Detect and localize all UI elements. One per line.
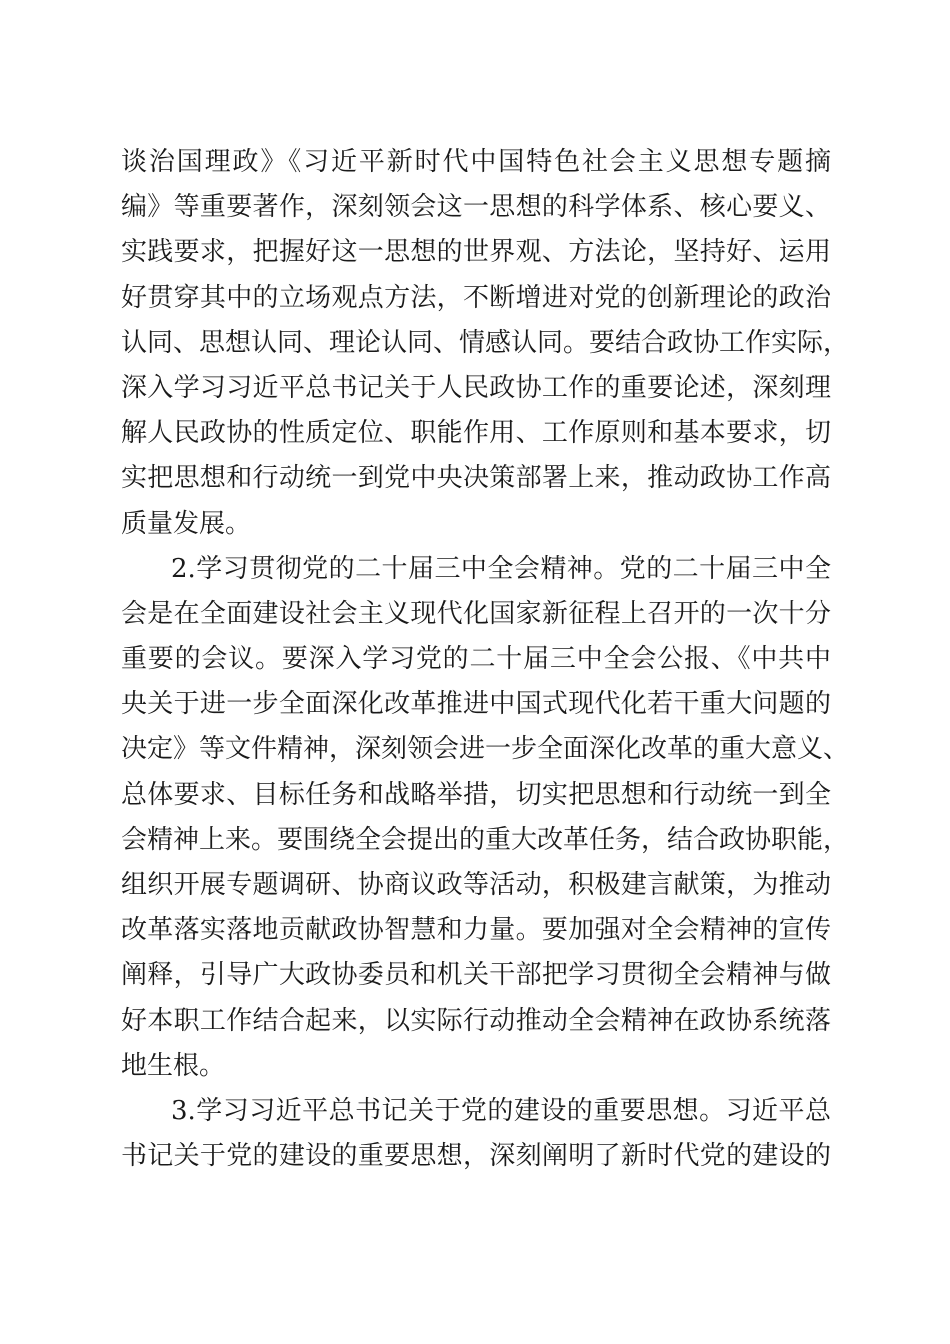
- text-line: 决定》等文件精神，深刻领会进一步全面深化改革的重大意义、: [121, 734, 850, 765]
- text-line: 解人民政协的性质定位、职能作用、工作原则和基本要求，切: [121, 418, 831, 449]
- text-line: 深入学习习近平总书记关于人民政协工作的重要论述，深刻理: [121, 372, 831, 403]
- text-line: 认同、思想认同、理论认同、情感认同。要结合政协工作实际，: [121, 327, 850, 358]
- body-text: [121, 140, 850, 1179]
- text-line: 实把思想和行动统一到党中央决策部署上来，推动政协工作高: [121, 463, 831, 494]
- text-line: 好贯穿其中的立场观点方法，不断增进对党的创新理论的政治: [121, 282, 831, 313]
- text-line: 会精神上来。要围绕全会提出的重大改革任务，结合政协职能，: [121, 824, 850, 855]
- text-line: 好本职工作结合起来，以实际行动推动全会精神在政协系统落: [121, 1005, 831, 1036]
- text-line: 阐释，引导广大政协委员和机关干部把学习贯彻全会精神与做: [121, 960, 831, 991]
- text-line: 总体要求、目标任务和战略举措，切实把思想和行动统一到全: [121, 779, 831, 810]
- text-line: 质量发展。: [121, 508, 252, 539]
- text-line: 书记关于党的建设的重要思想，深刻阐明了新时代党的建设的: [121, 1141, 831, 1172]
- text-line: 央关于进一步全面深化改革推进中国式现代化若干重大问题的: [121, 689, 831, 720]
- text-line: 编》等重要著作，深刻领会这一思想的科学体系、核心要义、: [121, 192, 831, 223]
- text-line: 实践要求，把握好这一思想的世界观、方法论，坚持好、运用: [121, 237, 831, 268]
- text-line: 组织开展专题调研、协商议政等活动，积极建言献策，为推动: [121, 870, 831, 900]
- section-heading-line: 2.学习贯彻党的二十届三中全会精神。党的二十届三中全: [171, 553, 831, 584]
- text-line: 谈治国理政》《习近平新时代中国特色社会主义思想专题摘: [121, 147, 831, 177]
- text-line: 重要的会议。要深入学习党的二十届三中全会公报、《中共中: [121, 644, 831, 675]
- text-line: 改革落实落地贡献政协智慧和力量。要加强对全会精神的宣传: [121, 915, 831, 946]
- text-line: 地生根。: [121, 1050, 226, 1081]
- section-heading-line: 3.学习习近平总书记关于党的建设的重要思想。习近平总: [171, 1095, 831, 1126]
- text-line: 会是在全面建设社会主义现代化国家新征程上召开的一次十分: [121, 598, 831, 629]
